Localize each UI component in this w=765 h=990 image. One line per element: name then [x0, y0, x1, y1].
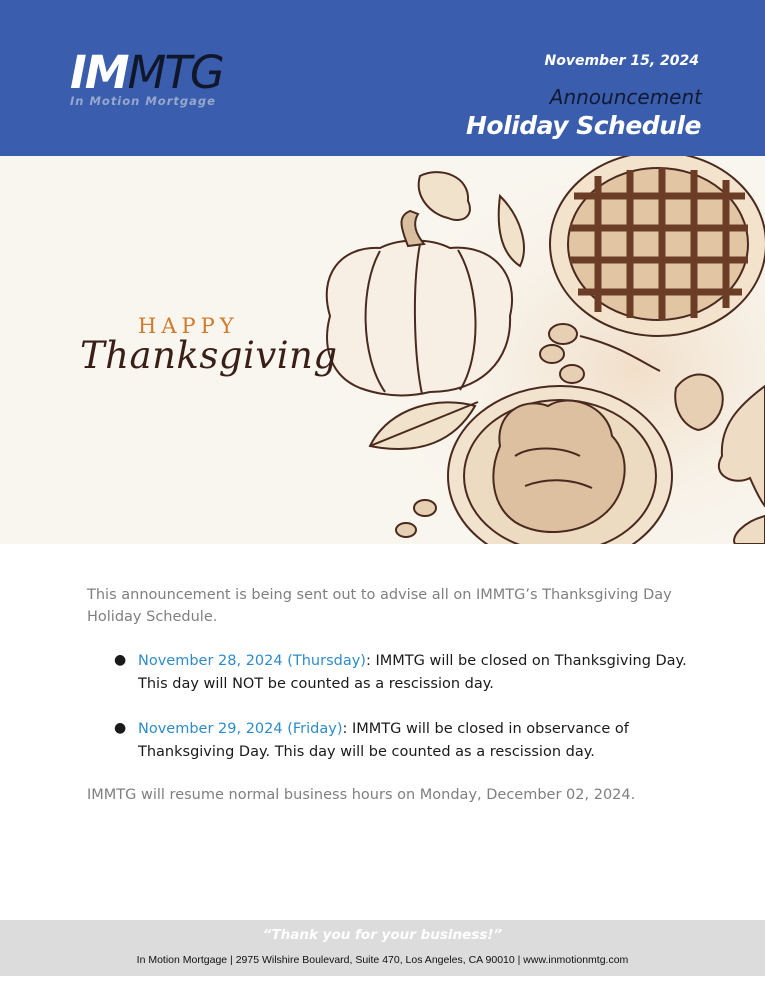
header-bar [0, 0, 765, 156]
footer-bar [0, 920, 765, 976]
intro-paragraph: This announcement is being sent out to advise all on IMMTG’s Thanksgiving Day Holiday Schedule. [87, 587, 672, 625]
footer-address: In Motion Mortgage | 2975 Wilshire Boulevard, Suite 470, Los Angeles, CA 90010 | www.inmotionmtg.com [136, 954, 629, 966]
pie-illustration [550, 156, 765, 336]
list-item-text [138, 650, 698, 696]
announcement-label: Announcement [549, 85, 702, 109]
logo-tagline: In Motion Mortgage [70, 94, 216, 108]
resume-paragraph: IMMTG will resume normal business hours on Monday, December 02, 2024. [87, 787, 636, 803]
bullet-icon: ● [114, 652, 127, 668]
page-title: Holiday Schedule [465, 111, 701, 140]
thanksgiving-script: Thanksgiving [80, 334, 338, 377]
holiday-description: : IMMTG will be closed on Thanksgiving Day. This day will NOT be counted as a rescission day. [138, 653, 687, 692]
happy-label: HAPPY [138, 314, 239, 338]
company-logo [70, 48, 270, 110]
holiday-date: November 28, 2024 (Thursday) [138, 653, 366, 669]
holiday-date: November 29, 2024 (Friday) [138, 721, 343, 737]
footer-quote: “Thank you for your business!” [262, 927, 503, 943]
thanksgiving-banner [0, 156, 765, 544]
logo-mtg: MTG [127, 46, 223, 99]
bullet-icon: ● [114, 720, 127, 736]
holiday-description: : IMMTG will be closed in observance of Thanksgiving Day. This day will be counted as a rescission day. [138, 721, 629, 760]
announcement-date: November 15, 2024 [544, 53, 699, 69]
list-item-text [138, 718, 698, 764]
logo-wordmark [70, 48, 223, 98]
logo-im: IM [70, 46, 128, 99]
